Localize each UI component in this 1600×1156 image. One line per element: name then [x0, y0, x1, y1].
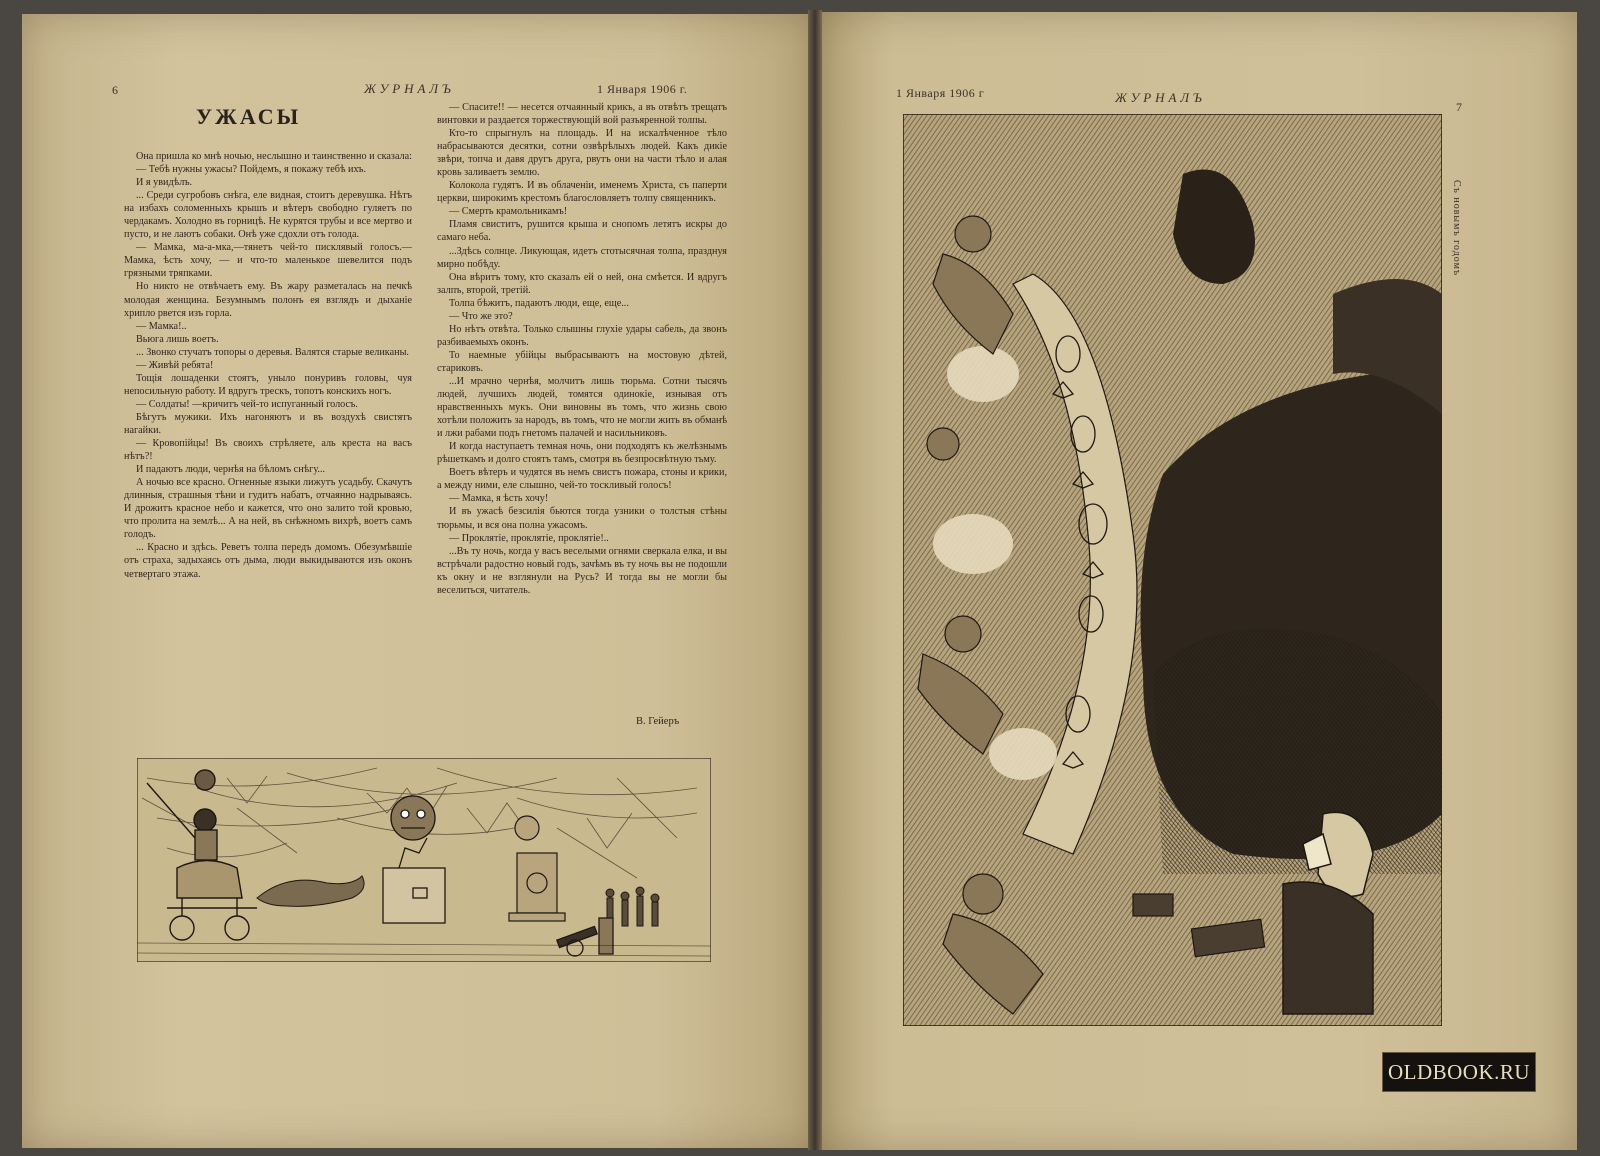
paragraph: То наемные убійцы выбрасываютъ на мостовую дѣтей, стариковъ. [437, 349, 727, 374]
paragraph: И падаютъ люди, чернѣя на бѣломъ снѣгу... [136, 464, 326, 476]
paragraph: — Мамка!.. [136, 320, 187, 332]
article-title: УЖАСЫ [196, 104, 302, 129]
banquet-etching-illustration [903, 114, 1442, 1026]
right-journal-title: ЖУРНАЛЪ [1115, 90, 1206, 105]
christmas-tree-illustration [137, 758, 711, 962]
paragraph: Кто-то спрыгнулъ на площадь. И на искалѣченное тѣло набрасываются десятки, сотни озвѣрѣлыхъ людей. Какъ дикіе звѣри, топча и давя другъ друга, рвутъ они на части тѣло и алая кровь заливаетъ землю. [437, 128, 727, 179]
paragraph: — Проклятіе, проклятіе, проклятіе!.. [449, 532, 609, 544]
paragraph: — Кровопійцы! Въ своихъ стрѣляете, аль креста на васъ нѣтъ?! [124, 438, 412, 463]
paragraph: Она вѣритъ тому, кто сказалъ ей о ней, она смѣется. И вдругъ залпъ, второй, третій. [437, 271, 727, 296]
paragraph: — Мамка, я ѣсть хочу! [449, 493, 549, 505]
left-date: 1 Января 1906 г. [597, 82, 688, 96]
paragraph: Толпа бѣжитъ, падаютъ люди, еще, еще... [449, 297, 629, 309]
paragraph: И я увидѣлъ. [136, 177, 193, 189]
right-page-number: 7 [1456, 100, 1463, 114]
paragraph: Но нѣтъ отвѣта. Только слышны глухіе удары сабель, да звонъ разбиваемыхъ оконъ. [437, 323, 727, 348]
paragraph: ...Здѣсь солнце. Ликующая, идетъ стотысячная толпа, празднуя мирно побѣду. [437, 245, 727, 270]
paragraph: Тощія лошаденки стоятъ, уныло понуривъ головы, чуя непосильную работу. И вдругъ трескъ, топотъ конскихъ ногъ. [124, 372, 412, 397]
author-signature: В. Гейеръ [636, 716, 680, 727]
right-date: 1 Января 1906 г [896, 86, 985, 100]
oldbook-watermark: OLDBOOK.RU [1382, 1052, 1536, 1092]
left-page-number: 6 [112, 83, 119, 97]
paragraph: И когда наступаетъ темная ночь, они подходятъ къ желѣзнымъ рѣшеткамъ и долго стоятъ тамъ, смотря въ безпросвѣтную тьму. [437, 441, 727, 466]
paragraph: Она пришла ко мнѣ ночью, неслышно и таинственно и сказала: [136, 151, 412, 162]
paragraph: Воетъ вѣтеръ и чудятся въ немъ свистъ пожара, стоны и крики, а между ними, еле слышно, чей-то тоскливый голосъ! [437, 467, 727, 492]
paragraph: — Солдаты! —кричитъ чей-то испуганный голосъ. [136, 398, 358, 410]
paragraph: — Спасите!! — несется отчаянный крикъ, а въ отвѣтъ трещатъ винтовки и раздается торжествующій вой разъяренной толпы. [437, 102, 727, 127]
left-journal-title: ЖУРНАЛЪ [364, 81, 455, 96]
paragraph: — Мамка, ма-а-мка,—тянетъ чей-то писклявый голосъ.—Мамка, ѣсть хочу, — и что-то маленькое шевелится подъ грязными тряпками. [124, 242, 412, 280]
paragraph: ... Красно и здѣсь. Реветъ толпа передъ домомъ. Обезумѣвшіе отъ страха, задыхаясь отъ дыма, люди выкидываются изъ оконъ четвертаго этажа. [124, 542, 412, 580]
paragraph: ...И мрачно чернѣя, молчитъ лишь тюрьма. Сотни тысячъ людей, лучшихъ людей, томятся одинокіе, изнывая отъ нравственныхъ мукъ. Они виновны въ томъ, что жизнь свою хотѣли положить за народъ, въ томъ, что не могли жить въ обманѣ и лжи рабами подъ гнетомъ палачей и насильниковъ. [437, 375, 727, 440]
paragraph: Бѣгутъ мужики. Ихъ нагоняютъ и въ воздухѣ свистятъ нагайки. [124, 411, 412, 436]
paragraph: Но никто не отвѣчаетъ ему. Въ жару разметалась на печкѣ молодая женщина. Безумнымъ полонъ ея взглядъ и дыханіе хрипло рвется изъ горла. [124, 281, 412, 319]
article-column-2 [437, 101, 727, 597]
paragraph: Пламя свиститъ, рушится крыша и снопомъ летятъ искры до самаго неба. [437, 219, 727, 244]
paragraph: Вьюга лишь воетъ. [136, 333, 219, 345]
paragraph: — Тебѣ нужны ужасы? Пойдемъ, я покажу тебѣ ихъ. [136, 164, 366, 176]
paragraph: ... Звонко стучатъ топоры о деревья. Валятся старые великаны. [136, 346, 409, 358]
etching-caption: Съ новымъ годомъ [1451, 180, 1462, 277]
paragraph: ... Среди сугробовъ снѣга, еле видная, стоитъ деревушка. Нѣтъ на избахъ соломенныхъ крышъ и вѣтеръ свободно гуляетъ по чердакамъ. Холодно въ горницѣ. Не курятся трубы и все мертво и пусто, и не лаютъ собаки. Онѣ уже сдохли отъ голода. [124, 190, 412, 241]
paragraph: — Смерть крамольникамъ! [449, 206, 568, 218]
article-column-1 [124, 150, 412, 581]
paragraph: ...Въ ту ночь, когда у васъ веселыми огнями сверкала елка, и вы встрѣчали радостно новый годъ, зачѣмъ въ ту ночь вы не подошли къ окну и не взглянули на Русь? И тогда вы не могли бы веселиться, читатель. [437, 545, 727, 596]
paragraph: И въ ужасѣ безсилія бьются тогда узники о толстыя стѣны тюрьмы, и вся она полна ужасомъ. [437, 506, 727, 531]
paragraph: — Что же это? [449, 310, 513, 322]
paragraph: А ночью все красно. Огненные языки лижутъ усадьбу. Скачутъ длинныя, страшныя тѣни и гудитъ набатъ, отчаянно надрываясь. И дрожитъ красное небо и кажется, что оно залито той кровью, что пролита на землѣ... А на ней, въ снѣжномъ вихрѣ, воетъ самъ голодъ. [124, 477, 412, 541]
page-gutter [808, 10, 822, 1150]
paragraph: Колокола гудятъ. И въ облаченіи, именемъ Христа, съ паперти церкви, широкимъ крестомъ благословляетъ толпу священникъ. [437, 180, 727, 205]
paragraph: — Живѣй ребята! [136, 359, 214, 371]
